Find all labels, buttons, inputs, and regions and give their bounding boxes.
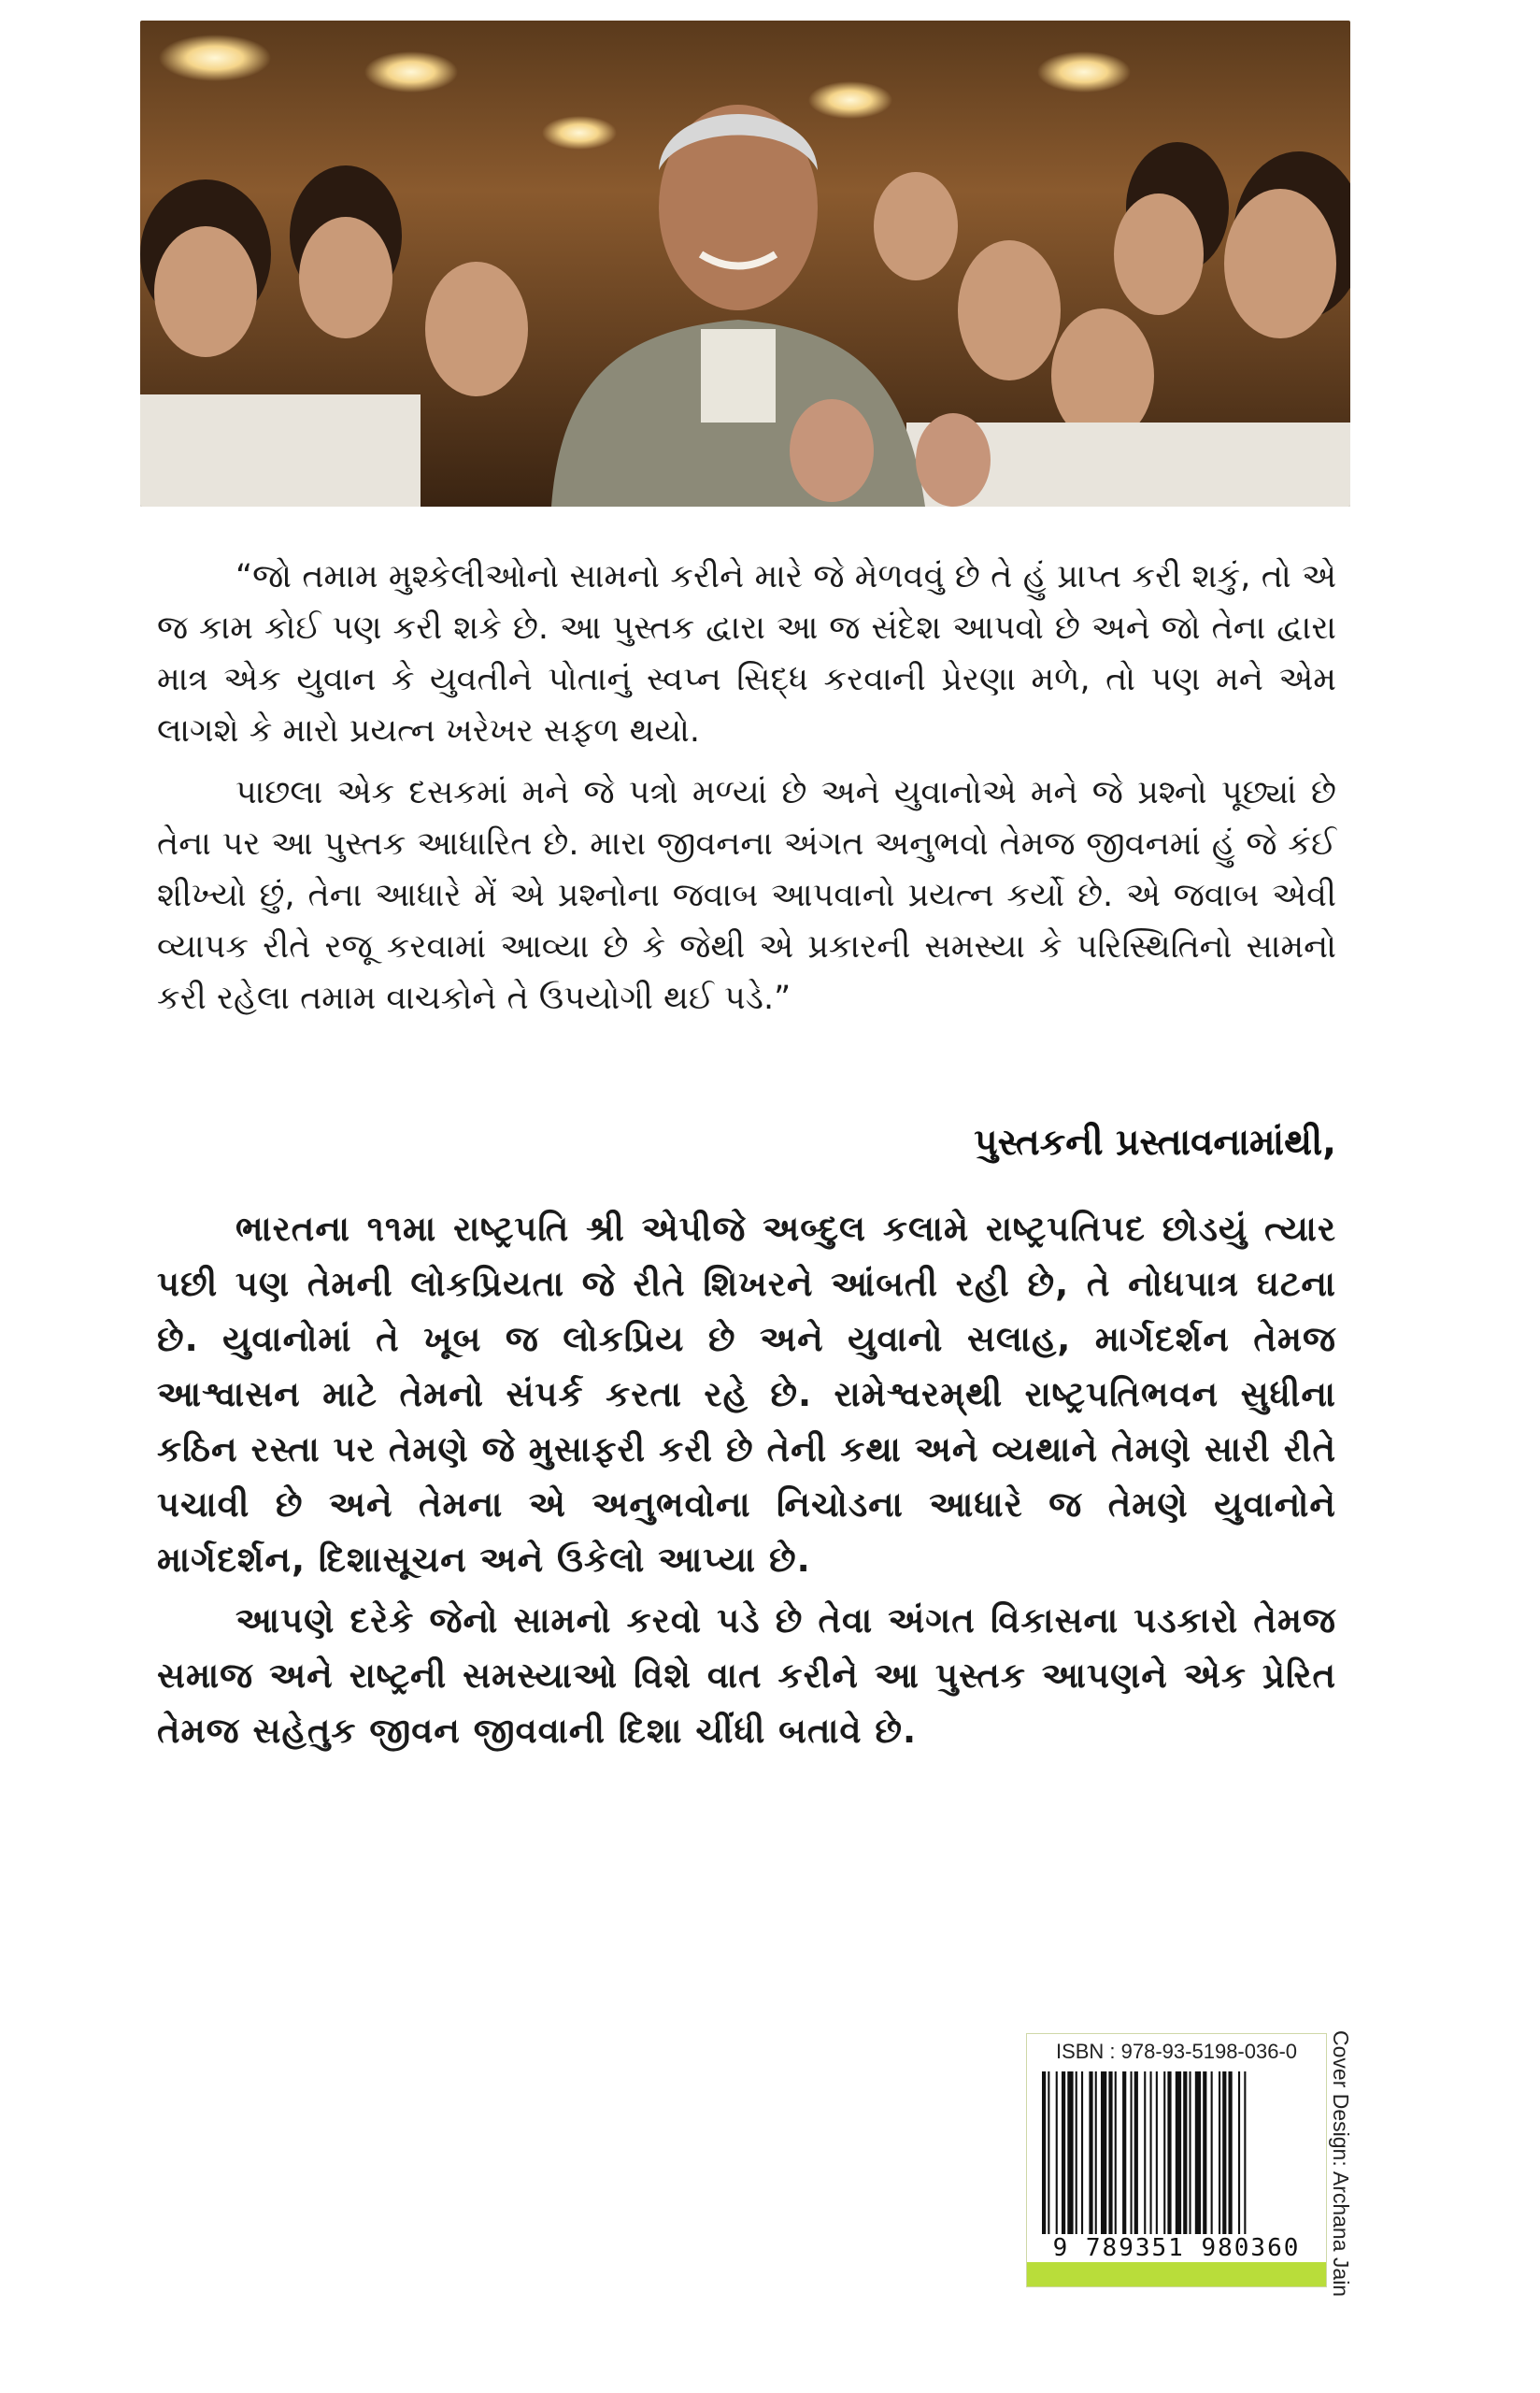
quote-paragraph: “જો તમામ મુશ્કેલીઓનો સામનો કરીને મારે જે મેળવવું છે તે હું પ્રાપ્ત કરી શકું, તો એ જ કામ કોઈ પણ કરી શકે છે. આ પુસ્તક દ્વારા આ જ સંદેશ આપવો છે અને જો તેના દ્વારા માત્ર એક યુવાન કે યુવતીને પોતાનું સ્વપ્ન સિદ્ધ કરવાની પ્રેરણા મળે, તો પણ મને એમ લાગશે કે મારો પ્રયત્ન ખરેખર સફળ થયો. [157, 558, 1336, 750]
book-description [157, 1201, 1336, 1764]
barcode-digits: 9 789351 980360 [1036, 2234, 1317, 2262]
cover-photo [140, 21, 1350, 507]
isbn-label: ISBN : 978-93-5198-036-0 [1055, 2040, 1298, 2063]
description-paragraph: આપણે દરેકે જેનો સામનો કરવો પડે છે તેવા અંગત વિકાસના પડકારો તેમજ સમાજ અને રાષ્ટ્રની સમસ્યાઓ વિશે વાત કરીને આ પુસ્તક આપણને એક પ્રેરિત તેમજ સહેતુક જીવન જીવવાની દિશા ચીંધી બતાવે છે. [157, 1600, 1336, 1751]
quote-paragraph: પાછલા એક દસકમાં મને જે પત્રો મળ્યાં છે અને યુવાનોએ મને જે પ્રશ્નો પૂછ્યાં છે તેના પર આ પુસ્તક આધારિત છે. મારા જીવનના અંગત અનુભવો તેમજ જીવનમાં હું જે કંઈ શીખ્યો છું, તેના આધારે મેં એ પ્રશ્નોના જવાબ આપવાનો પ્રયત્ન કર્યો છે. એ જવાબ એવી વ્યાપક રીતે રજૂ કરવામાં આવ્યા છે કે જેથી એ પ્રકારની સમસ્યા કે પરિસ્થિતિનો સામનો કરી રહેલા તમામ વાચકોને તે ઉપયોગી થઈ પડે.” [157, 774, 1336, 1017]
barcode-icon [1038, 2071, 1315, 2247]
quote-source: પુસ્તકની પ્રસ્તાવનામાંથી, [974, 1122, 1336, 1164]
isbn-accent-strip [1027, 2262, 1326, 2286]
back-cover-quote [157, 552, 1336, 1035]
isbn-barcode-box [1026, 2033, 1327, 2287]
photo-illustration [140, 21, 1350, 507]
cover-design-credit: Cover Design: Archana Jain [1329, 2030, 1353, 2298]
description-paragraph: ભારતના ૧૧મા રાષ્ટ્રપતિ શ્રી એપીજે અબ્દુલ કલામે રાષ્ટ્રપતિપદ છોડયું ત્યાર પછી પણ તેમની લોકપ્રિયતા જે રીતે શિખરને આંબતી રહી છે, તે નોધપાત્ર ઘટના છે. યુવાનોમાં તે ખૂબ જ લોકપ્રિય છે અને યુવાનો સલાહ, માર્ગદર્શન તેમજ આશ્વાસન માટે તેમનો સંપર્ક કરતા રહે છે. રામેશ્વરમ્‌થી રાષ્ટ્રપતિભવન સુધીના કઠિન રસ્તા પર તેમણે જે મુસાફરી કરી છે તેની કથા અને વ્યથાને તેમણે સારી રીતે પચાવી છે અને તેમના એ અનુભવોના નિચોડના આધારે જ તેમણે યુવાનોને માર્ગદર્શન, દિશાસૂચન અને ઉકેલો આપ્યા છે. [157, 1209, 1336, 1580]
